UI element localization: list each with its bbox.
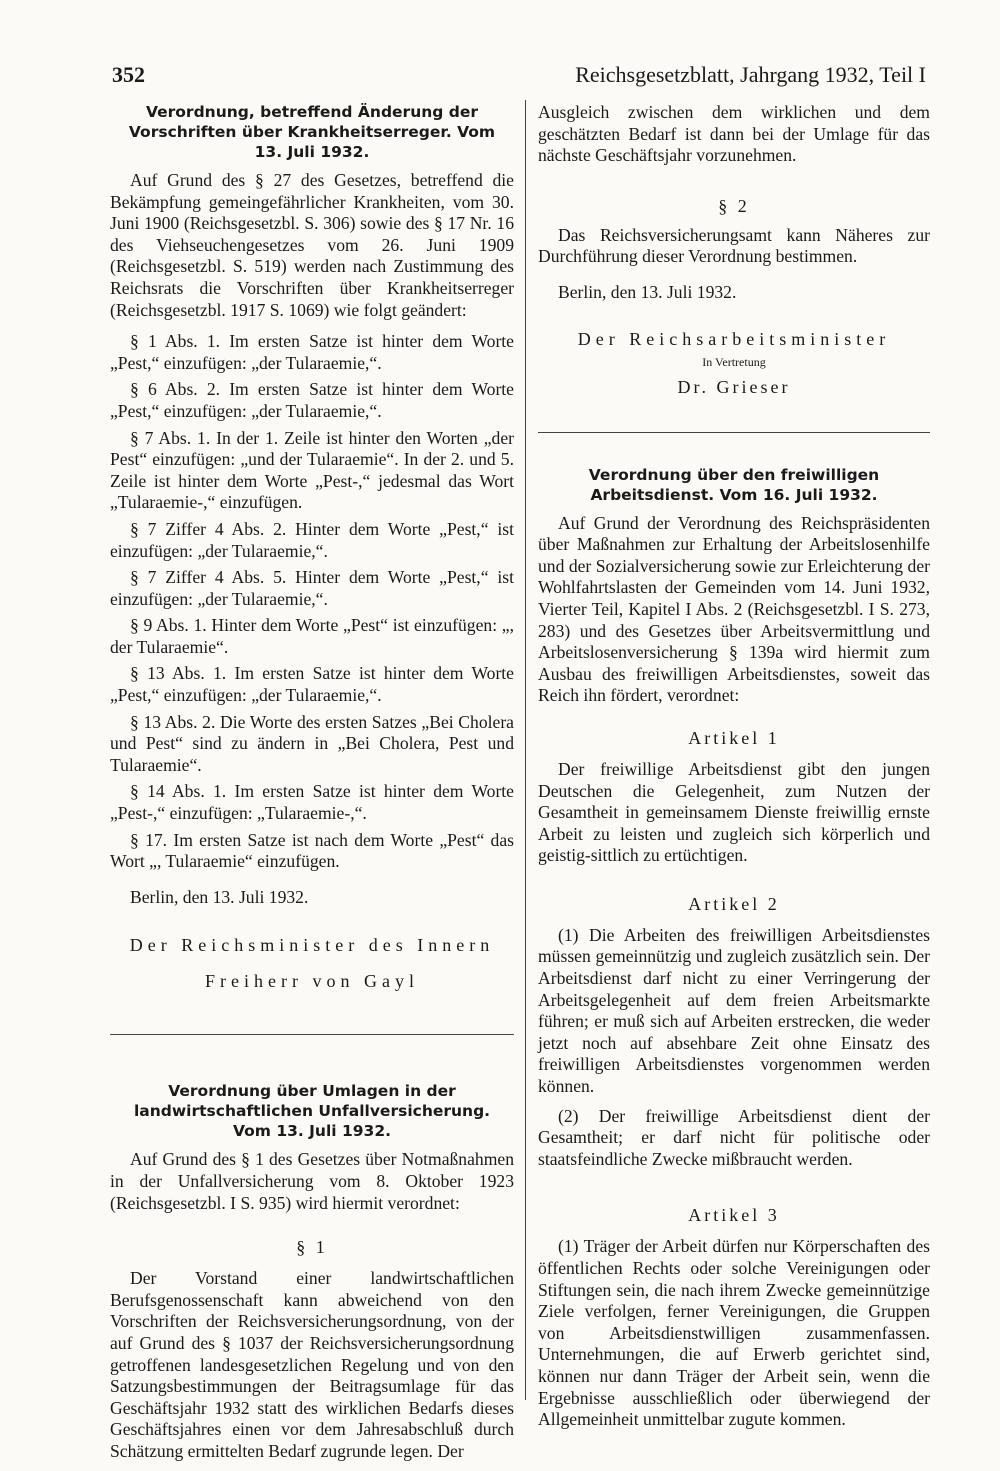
page-header (112, 62, 930, 92)
doc2-signer: Dr. Grieser (677, 376, 791, 397)
doc3-article1-heading: Artikel 1 (688, 727, 780, 748)
doc1-amendment: § 7 Ziffer 4 Abs. 2. Hinter dem Worte „Pest,“ ist einzufügen: „der Tularaemie,“. (110, 518, 514, 561)
running-head: Reichsgesetzblatt, Jahrgang 1932, Teil I (575, 62, 926, 87)
doc2-section1-heading: § 1 (296, 1237, 328, 1258)
section-rule (110, 1034, 514, 1035)
doc2-section2-text: Das Reichsversicherungsamt kann Näheres zur Durchführung dieser Verordnung bestimmen. (538, 224, 930, 267)
left-column (110, 102, 514, 1463)
doc1-minister: Der Reichsminister des Innern (129, 935, 495, 956)
doc3-article2-para1: (1) Die Arbeiten des freiwilligen Arbeitsdienstes müssen gemeinnützig und zugleich zusätzlich sein. Der Arbeitsdienst darf nicht zu einer Verringerung der Arbeitsgelegenheit auf dem freien Arbeitsmarkte führen; er muß sich auf Arbeiten erstrecken, die weder jetzt noch auf absehbare Zeit ohne Einsatz des freiwilligen Arbeitsdienstes vorgenommen werden können. (538, 924, 930, 1097)
doc1-signer: Freiherr von Gayl (205, 971, 419, 992)
doc2-deputy: In Vertretung (702, 354, 766, 369)
doc1-amendment: § 7 Ziffer 4 Abs. 5. Hinter dem Worte „Pest,“ ist einzufügen: „der Tularaemie,“. (110, 567, 514, 609)
doc2-title: Verordnung über Umlagen in der landwirtschaftlichen Unfallversicherung. Vom 13. Juli 1932. (133, 1082, 491, 1141)
doc1-title: Verordnung, betreffend Änderung der Vorschriften über Krankheitserreger. Vom 13. Juli 1932. (128, 103, 496, 161)
doc2-date: Berlin, den 13. Juli 1932. (558, 281, 737, 302)
doc1-amendment: § 7 Abs. 1. In der 1. Zeile ist hinter den Worten „der Pest“ einzufügen: „und der Tularaemie“. In der 2. und 5. Zeile ist hinter dem Worte „Pest-,“ jedesmal das Wort „Tularaemie-,“ einzufügen. (110, 427, 514, 513)
doc1-amendment: § 13 Abs. 1. Im ersten Satze ist hinter dem Worte „Pest,“ einzufügen: „der Tularaemie,“. (110, 663, 514, 706)
doc1-amendment: § 17. Im ersten Satze ist nach dem Worte „Pest“ das Wort „, Tularaemie“ einzufügen. (110, 829, 514, 872)
section-rule (538, 432, 930, 433)
doc1-amendment: § 9 Abs. 1. Hinter dem Worte „Pest“ ist einzufügen: „, der Tularaemie“. (110, 615, 514, 657)
doc3-intro: Auf Grund der Verordnung des Reichspräsidenten über Maßnahmen zur Erhaltung der Arbeitslosenhilfe und der Sozialversicherung sowie zur Erleichterung der Wohlfahrtslasten der Gemeinden vom 14. Juni 1932, Vierter Teil, Kapitel I Abs. 2 (Reichsgesetzbl. I S. 273, 283) und des Gesetzes über Arbeitsvermittlung und Arbeitslosenversicherung § 139a wird hiermit zum Ausbau des freiwilligen Arbeitsdienstes, soweit das Reich ihn fördert, verordnet: (538, 512, 930, 706)
column-divider (525, 100, 526, 1400)
doc1-amendment: § 13 Abs. 2. Die Worte des ersten Satzes „Bei Cholera und Pest“ sind zu ändern in „Bei Cholera, Pest und Tularaemie“. (110, 711, 514, 775)
doc3-title: Verordnung über den freiwilligen Arbeitsdienst. Vom 16. Juli 1932. (588, 465, 880, 504)
doc2-section1-text: Der Vorstand einer landwirtschaftlichen Berufsgenossenschaft kann abweichend von den Vorschriften der Reichsversicherungsordnung, von der auf Grund des § 1037 der Reichsversicherungsordnung getroffenen landesgesetzlichen Regelung und von den Satzungsbestimmungen der Beitragsumlage für das Geschäftsjahr 1932 statt des wirklichen Bedarfs dieses Geschäftsjahres einen vor dem Jahresabschluß durch Schätzung ermittelten Bedarf zugrunde legen. Der (110, 1268, 514, 1461)
doc3-article2-para2: (2) Der freiwillige Arbeitsdienst dient der Gesamtheit; er darf nicht für politische oder staatsfeindliche Zwecke mißbraucht werden. (538, 1105, 930, 1169)
doc1-amendment: § 1 Abs. 1. Im ersten Satze ist hinter dem Worte „Pest,“ einzufügen: „der Tularaemie,“. (110, 331, 514, 373)
right-column (538, 102, 930, 1431)
doc3-article3-heading: Artikel 3 (688, 1205, 780, 1226)
doc1-intro: Auf Grund des § 27 des Gesetzes, betreffend die Bekämpfung gemeingefährlicher Krankheiten, vom 30. Juni 1900 (Reichsgesetzbl. S. 306) sowie des § 17 Nr. 16 des Viehseuchengesetzes vom 26. Juni 1909 (Reichsgesetzbl. S. 519) werden nach Zustimmung des Reichsrats die Vorschriften über Krankheitserreger (Reichsgesetzbl. 1917 S. 1069) wie folgt geändert: (110, 170, 514, 320)
doc2-section2-heading: § 2 (718, 195, 750, 216)
doc1-amendment: § 6 Abs. 2. Im ersten Satze ist hinter dem Worte „Pest,“ einzufügen: „der Tularaemie,“. (110, 379, 514, 421)
page-number: 352 (112, 62, 145, 87)
doc2-continuation: Ausgleich zwischen dem wirklichen und dem geschätzten Bedarf ist dann bei der Umlage für das nächste Geschäftsjahr vorzunehmen. (538, 102, 930, 166)
doc3-article1-text: Der freiwillige Arbeitsdienst gibt den jungen Deutschen die Gelegenheit, zum Nutzen der Gesamtheit in gemeinsamem Dienste freiwillig ernste Arbeit zu leisten und zugleich sich körperlich und geistig-sittlich zu ertüchtigen. (538, 758, 930, 866)
doc3-article3-para1: (1) Träger der Arbeit dürfen nur Körperschaften des öffentlichen Rechts oder solche Vereinigungen oder Stiftungen sein, die nach ihrem Zwecke gemeinnützige Ziele verfolgen, ferner Vereinigungen, die Gruppen von Arbeitsdienstwilligen zusammenfassen. Unternehmungen, die auf Erwerb gerichtet sind, können nur dann Träger der Arbeit sein, wenn die Ergebnisse ausschließlich oder überwiegend der Allgemeinheit unmittelbar zugute kommen. (538, 1236, 930, 1430)
doc2-intro: Auf Grund des § 1 des Gesetzes über Notmaßnahmen in der Unfallversicherung vom 8. Oktober 1923 (Reichsgesetzbl. I S. 935) wird hiermit verordnet: (110, 1149, 514, 1213)
doc3-article2-heading: Artikel 2 (688, 893, 780, 914)
doc2-minister: Der Reichsarbeitsminister (577, 328, 891, 349)
doc1-date: Berlin, den 13. Juli 1932. (130, 886, 309, 907)
doc1-amendment: § 14 Abs. 1. Im ersten Satze ist hinter dem Worte „Pest-,“ einzufügen: „Tularaemie-,“. (110, 781, 514, 824)
